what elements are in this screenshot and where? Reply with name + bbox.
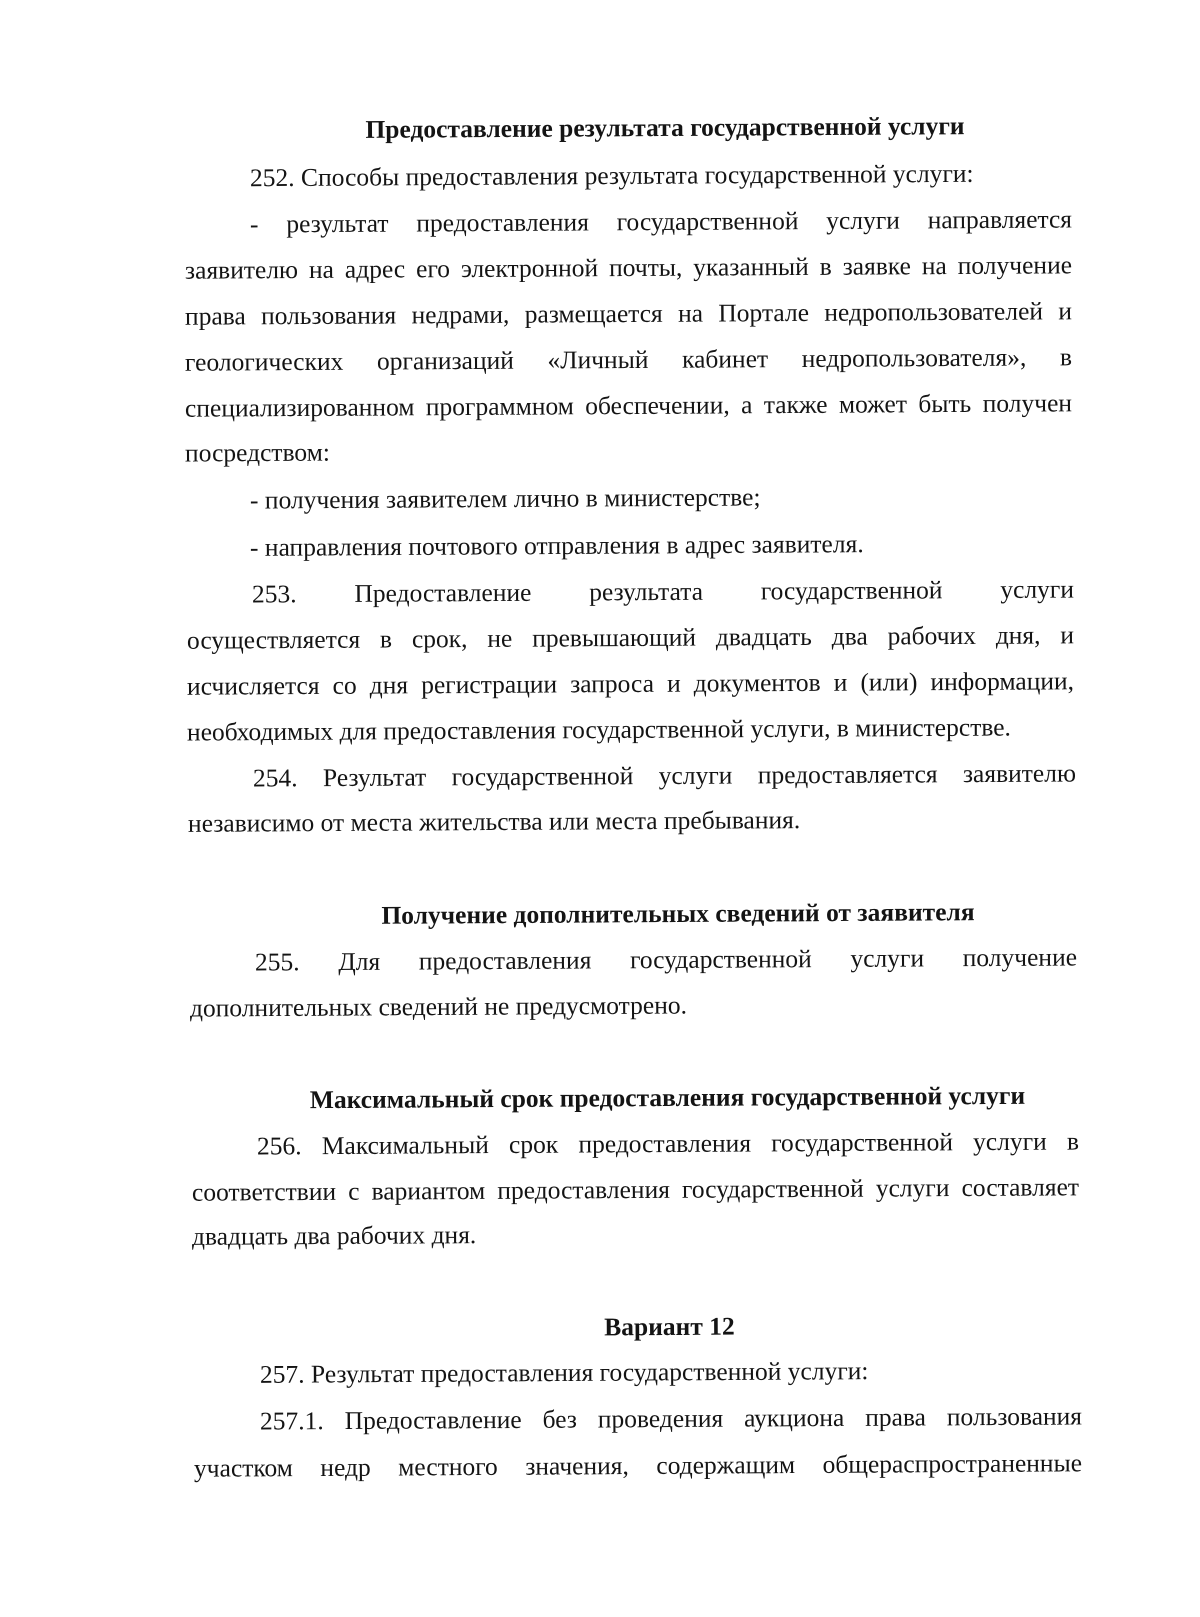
list-item-personal-receipt: - получения заявителем лично в министерстве; xyxy=(249,482,761,515)
section-heading-variant-12: Вариант 12 xyxy=(604,1311,735,1342)
paragraph-257-1-line: 257.1. Предоставление без проведения аукциона права пользования xyxy=(259,1401,1083,1436)
paragraph-255-line: дополнительных сведений не предусмотрено. xyxy=(189,990,688,1023)
paragraph-255-line: 255. Для предоставления государственной услуги получение xyxy=(254,942,1078,977)
paragraph-253-line: осуществляется в срок, не превышающий двадцать два рабочих дня, и xyxy=(186,620,1075,655)
section-heading-additional-info: Получение дополнительных сведений от заявителя xyxy=(381,897,975,930)
paragraph-result-methods-line: права пользования недрами, размещается на Портале недропользователей и xyxy=(184,296,1073,331)
paragraph-257: 257. Результат предоставления государственной услуги: xyxy=(259,1356,869,1389)
paragraph-252: 252. Способы предоставления результата государственной услуги: xyxy=(249,158,974,193)
paragraph-result-methods-line: заявителю на адрес его электронной почты, указанный в заявке на получение xyxy=(184,250,1073,285)
paragraph-256-line: 256. Максимальный срок предоставления государственной услуги в xyxy=(256,1126,1080,1161)
paragraph-result-methods-line: посредством: xyxy=(184,437,330,468)
section-heading-max-term: Максимальный срок предоставления государственной услуги xyxy=(309,1080,1026,1115)
paragraph-result-methods-line: геологических организаций «Личный кабинет недропользователя», в xyxy=(184,342,1073,377)
paragraph-253-line: исчисляется со дня регистрации запроса и документов и (или) информации, xyxy=(186,666,1075,701)
paragraph-253-line: 253. Предоставление результата государственной услуги xyxy=(251,574,1075,609)
paragraph-result-methods-line: специализированном программном обеспечении, а также может быть получен xyxy=(184,388,1073,423)
paragraph-254-line: 254. Результат государственной услуги предоставляется заявителю xyxy=(252,758,1077,793)
paragraph-256-line: соответствии с вариантом предоставления государственной услуги составляет xyxy=(191,1172,1080,1207)
paragraph-257-1-line: участком недр местного значения, содержащим общераспространенные xyxy=(193,1448,1083,1483)
paragraph-254-line: независимо от места жительства или места пребывания. xyxy=(187,805,801,838)
paragraph-result-methods-line: - результат предоставления государственной услуги направляется xyxy=(249,204,1073,239)
section-heading-result-provision: Предоставление результата государственной услуги xyxy=(365,111,965,144)
paragraph-253-line: необходимых для предоставления государственной услуги, в министерстве. xyxy=(186,712,1011,747)
paragraph-256-line: двадцать два рабочих дня. xyxy=(191,1220,477,1251)
list-item-postal-delivery: - направления почтового отправления в адрес заявителя. xyxy=(249,529,864,562)
